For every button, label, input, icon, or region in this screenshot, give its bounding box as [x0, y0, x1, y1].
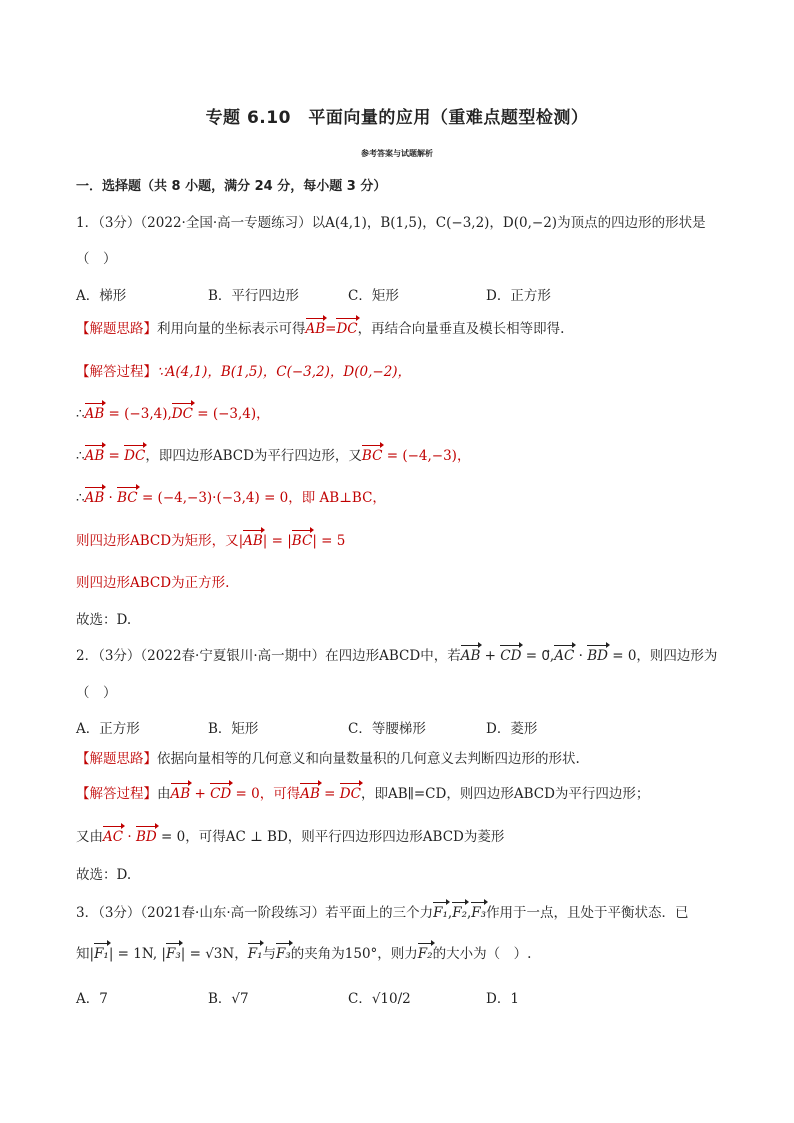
q1-proc-4-b: ·: [104, 490, 118, 506]
q2-proc-2-c: = 0，可得AC ⊥ BD，则平行四边形四边形ABCD为菱形: [156, 829, 505, 845]
q1-proc-5: [76, 532, 345, 550]
q2-proc-2-a: 又由: [76, 829, 103, 845]
q1-proc-3-c: ，即四边形ABCD为平行四边形，又: [145, 448, 362, 464]
q2-proc-1-b: +: [190, 786, 211, 802]
q2-proc-2-b: ·: [123, 829, 136, 845]
q1-proc-3-d: = (−4,−3)，: [382, 448, 471, 464]
q3-option-b: B．√7: [208, 991, 249, 1007]
q2-idea-label: 【解题思路】: [76, 751, 157, 767]
q2-proc-1-vec-dc: DC: [339, 786, 361, 802]
q2-proc-1-e: ，即AB∥=CD，则四边形ABCD为平行四边形；: [360, 786, 650, 802]
q1-idea-vec-dc: DC: [336, 321, 358, 337]
q1-proc-3-b: =: [104, 448, 125, 464]
q1-proc-4-c: = (−4,−3)·(−3,4) = 0，即 AB⊥BC，: [137, 490, 386, 506]
q2-proc-2-vec-bd: BD: [135, 829, 157, 845]
q2-stem-vec-cd: CD: [500, 648, 522, 664]
q2-proc-1-vec-ab2: AB: [300, 786, 320, 802]
q3-stem-1a: 3．（3分）（2021春·山东·高一阶段练习）若平面上的三个力: [76, 905, 434, 921]
q1-stem: 1．（3分）（2022·全国·高一专题练习）以A(4,1)，B(1,5)，C(−3,2)，D(0,−2)为顶点的四边形的形状是: [76, 215, 706, 231]
q1-proc-3: [76, 447, 470, 465]
q1-proc-5-a: 则四边形ABCD为矩形，又|: [76, 533, 244, 549]
q1-proc-label: 【解答过程】: [76, 364, 157, 380]
q1-proc-1-text: ∵A(4,1)，B(1,5)，C(−3,2)，D(0,−2)，: [157, 364, 412, 380]
q1-option-d: D．正方形: [486, 288, 551, 304]
q3-stem-1: 3．（3分）（2021春·山东·高一阶段练习）若平面上的三个力F₁,F₂,F₃作用于一点，且处于平衡状态．已: [76, 905, 689, 921]
q1-proc-2-vec-ab: AB: [84, 406, 105, 422]
q3-option-a: A．7: [76, 991, 108, 1007]
q3-option-c: C．√10/2: [348, 991, 411, 1007]
q3-stem-2-vec-f3b: F₃: [275, 946, 291, 962]
q2-option-a: A．正方形: [76, 721, 140, 737]
q1-proc-2-c: = (−3,4)，: [192, 406, 270, 422]
q1-proc-2-b: = (−3,4),: [104, 406, 172, 422]
q2-proc-1-a: 由: [157, 786, 171, 802]
q1-proc-3-vec-dc: DC: [124, 448, 146, 464]
q2-option-c: C．等腰梯形: [348, 721, 426, 737]
q3-stem-2a: 知|: [76, 946, 95, 962]
q1-proc-4: [76, 489, 386, 507]
q2-option-d: D．菱形: [486, 721, 538, 737]
q3-stem-2d: 与: [262, 946, 276, 962]
q1-proc-5-b: | = |: [262, 533, 292, 549]
q3-stem-2-vec-f1b: F₁: [247, 946, 263, 962]
q2-stem-c: = 0⃗,: [521, 648, 555, 664]
q2-stem-vec-ac: AC: [554, 648, 575, 664]
q1-option-b: B．平行四边形: [208, 288, 299, 304]
q2-stem-d: ·: [574, 648, 588, 664]
q3-stem-2c: | = √3N，: [180, 946, 248, 962]
q1-idea-text-c: ，再结合向量垂直及模长相等即得.: [357, 321, 565, 337]
q2-proc-2: [76, 828, 504, 846]
q2-stem-vec-bd: BD: [587, 648, 608, 664]
q2-proc-1-vec-cd: CD: [210, 786, 232, 802]
q3-option-d: D．1: [486, 991, 519, 1007]
q1-idea: [76, 320, 564, 338]
q2-proc-2-vec-ac: AC: [103, 829, 124, 845]
q2-paren: （ ）: [76, 685, 117, 701]
q3-stem-2-vec-f2: F₂: [417, 946, 433, 962]
q3-stem-1b: 作用于一点，且处于平衡状态．已: [486, 905, 689, 921]
q3-vec-f2: F₂: [452, 905, 467, 921]
q1-idea-label: 【解题思路】: [76, 321, 157, 337]
q1-proc-2: [76, 405, 270, 423]
q1-proc-4-vec-bc: BC: [117, 490, 138, 506]
q1-idea-eq: =: [325, 321, 337, 337]
q3-stem-2e: 的夹角为150°，则力: [290, 946, 418, 962]
q1-proc-6: 则四边形ABCD为正方形.: [76, 575, 230, 591]
q3-stem-2b: | = 1N, |: [108, 946, 166, 962]
q1-option-a: A．梯形: [76, 288, 127, 304]
q1-paren: （ ）: [76, 251, 117, 267]
q2-answer: 故选：D.: [76, 867, 132, 883]
page-title: 专题 6.10 平面向量的应用（重难点题型检测）: [205, 108, 589, 128]
q2-proc-label: 【解答过程】: [76, 786, 157, 802]
q1-proc-2-vec-dc: DC: [171, 406, 193, 422]
q2-proc-1-d: =: [319, 786, 340, 802]
q3-stem-2-vec-f3: F₃: [165, 946, 181, 962]
q3-vec-f3: F₃: [471, 905, 487, 921]
q2-proc-1-vec-ab: AB: [170, 786, 191, 802]
q1-proc-3-vec-ab: AB: [84, 448, 105, 464]
q3-stem-2: [76, 945, 531, 963]
q3-stem-2-vec-f1: F₁: [94, 946, 109, 962]
q2-stem-b: +: [480, 648, 501, 664]
q2-option-b: B．矩形: [208, 721, 259, 737]
q3-stem-2f: 的大小为（ ）.: [432, 946, 532, 962]
q1-proc-4-vec-ab: AB: [84, 490, 105, 506]
q1-answer: 故选：D.: [76, 612, 132, 628]
section-heading: 一．选择题（共 8 小题，满分 24 分，每小题 3 分）: [76, 179, 387, 194]
q1-proc-5-vec-ab: AB: [243, 533, 263, 549]
q1-therefore-2: ∴: [76, 448, 85, 464]
q1-option-c: C．矩形: [348, 288, 399, 304]
q2-stem-vec-ab: AB: [460, 648, 481, 664]
q1-proc-3-vec-bc: BC: [361, 448, 383, 464]
q2-stem-a: 2．（3分）（2022春·宁夏银川·高一期中）在四边形ABCD中，若: [76, 648, 461, 664]
q1-proc-5-vec-bc: BC: [291, 533, 313, 549]
q1-idea-vec-ab: AB: [305, 321, 326, 337]
q1-proc-5-c: | = 5: [312, 533, 346, 549]
q1-proc-1: [76, 363, 411, 381]
q3-vec-f1: F₁: [433, 905, 448, 921]
q2-stem-e: = 0，则四边形为: [607, 648, 718, 664]
q2-proc-1-c: = 0，可得: [231, 786, 301, 802]
q1-therefore-1: ∴: [76, 406, 85, 422]
q1-idea-text-a: 利用向量的坐标表示可得: [157, 321, 306, 337]
q1-therefore-3: ∴: [76, 490, 85, 506]
page-subtitle: 参考答案与试题解析: [361, 149, 433, 158]
q2-proc-1: [76, 785, 649, 803]
q2-idea-text: 依据向量相等的几何意义和向量数量积的几何意义去判断四边形的形状.: [157, 751, 580, 767]
q2-idea: [76, 750, 580, 768]
q2-stem: [76, 647, 717, 665]
